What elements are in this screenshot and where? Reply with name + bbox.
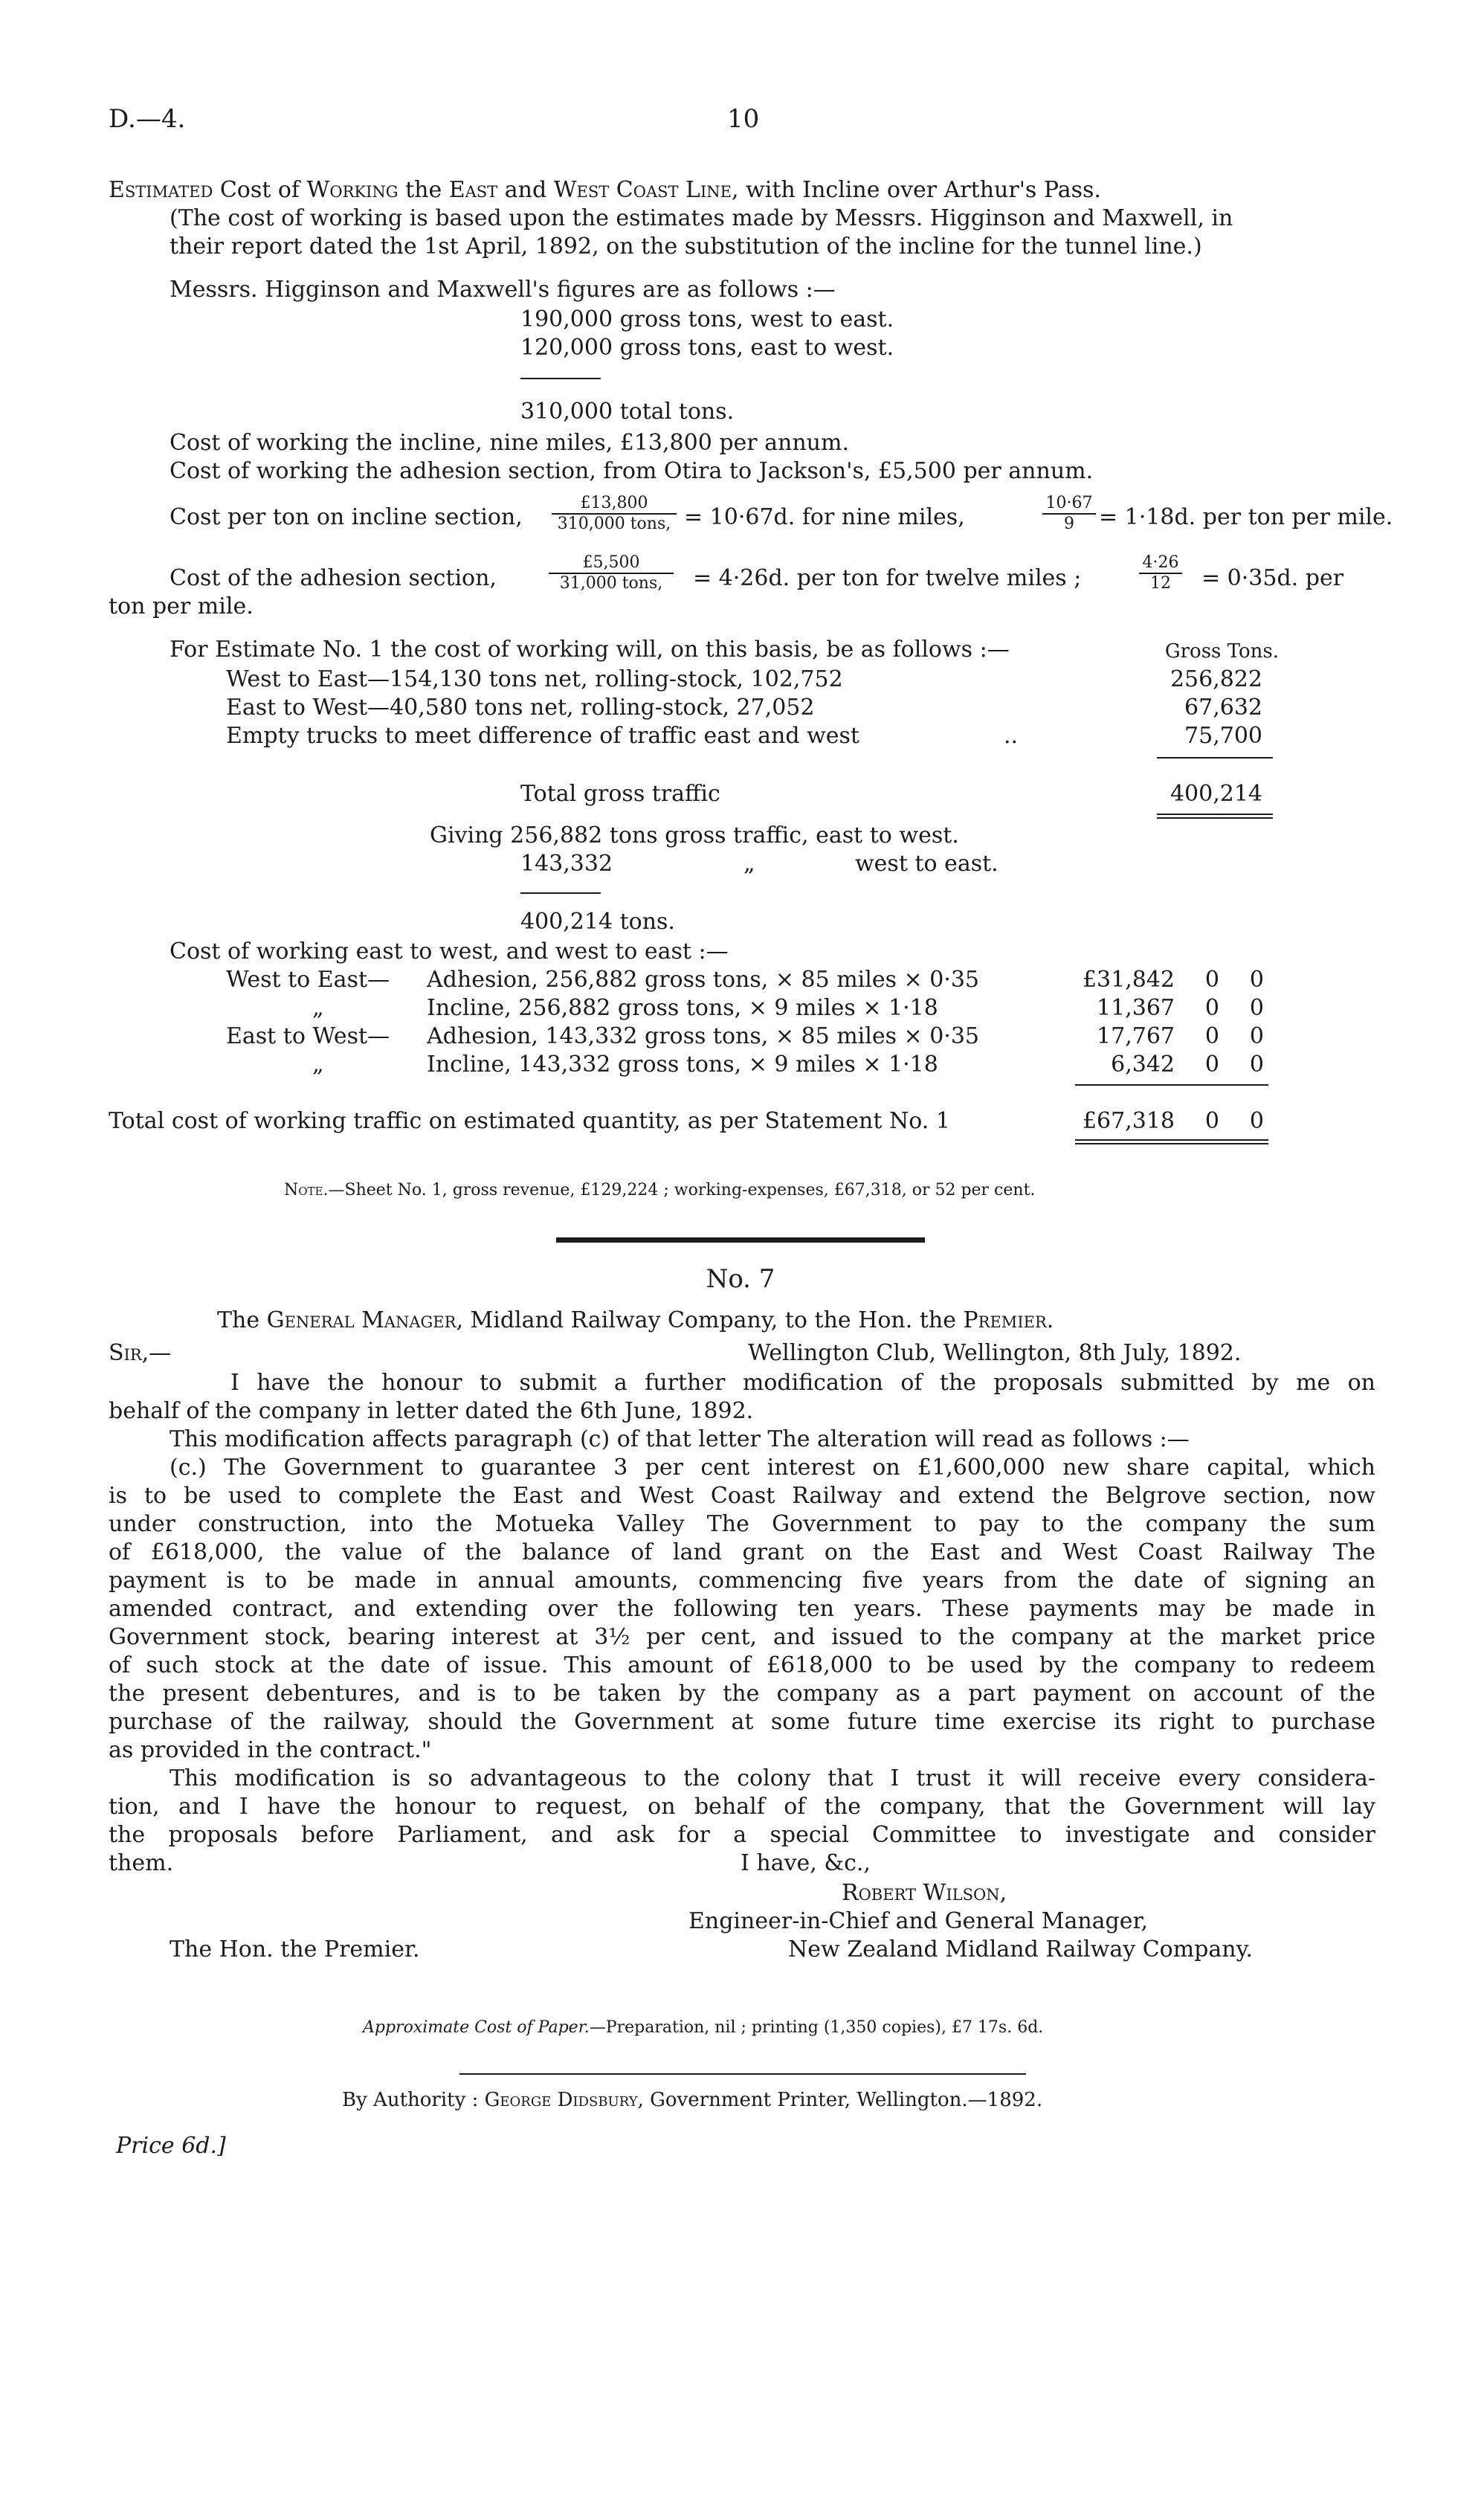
paragraph-line: as provided in the contract." bbox=[109, 1737, 432, 1763]
giving-line2-number: 143,332 bbox=[520, 851, 613, 877]
traffic-row-value: 67,632 bbox=[1184, 695, 1262, 721]
letter-number: No. 7 bbox=[706, 1264, 775, 1294]
cost-row-text: Incline, 143,332 gross tons, × 9 miles × 1·18 bbox=[427, 1052, 938, 1078]
cost-row-prefix: East to West— bbox=[226, 1023, 390, 1049]
sum-rule bbox=[520, 378, 601, 379]
tons-total: 310,000 total tons. bbox=[520, 399, 735, 425]
cost-row-shillings: 0 bbox=[1204, 995, 1219, 1021]
paragraph-line: purchase of the railway, should the Government at some future time exercise its right to purchase bbox=[109, 1709, 1375, 1735]
incline-cost: Cost of working the incline, nine miles, £13,800 per annum. bbox=[170, 430, 849, 456]
paragraph-line: Government stock, bearing interest at 3½ per cent, and issued to the company at the market price bbox=[109, 1624, 1375, 1650]
paragraph-line: (c.) The Government to guarantee 3 per cent interest on £1,600,000 new share capital, which bbox=[170, 1455, 1375, 1481]
traffic-row-value: 75,700 bbox=[1184, 723, 1262, 749]
price: Price 6d.] bbox=[116, 2133, 226, 2159]
page-number: 10 bbox=[727, 104, 760, 134]
adhesion-line-tail: = 0·35d. per bbox=[1201, 565, 1344, 591]
giving-total: 400,214 tons. bbox=[520, 909, 675, 935]
estimate-intro-line: (The cost of working is based upon the estimates made by Messrs. Higginson and Maxwell, in bbox=[170, 205, 1233, 231]
adhesion-line-wrap: ton per mile. bbox=[109, 593, 254, 619]
traffic-row-dots: .. bbox=[1004, 723, 1019, 749]
sum-rule bbox=[1075, 1084, 1268, 1086]
paragraph-line: behalf of the company in letter dated the 6th June, 1892. bbox=[109, 1398, 754, 1424]
adhesion-fraction-2: $\frac{4\cdot 26}{12}$ bbox=[1139, 553, 1182, 593]
incline-fraction-2: $\frac{10\cdot 67}{9}$ bbox=[1042, 494, 1096, 534]
traffic-row-label: East to West—40,580 tons net, rolling-stock, 27,052 bbox=[226, 695, 815, 721]
total-cost-label: Total cost of working traffic on estimated quantity, as per Statement No. 1 bbox=[109, 1108, 950, 1134]
cost-row-prefix: West to East— bbox=[226, 967, 390, 993]
cost-row-shillings: 0 bbox=[1204, 1023, 1219, 1049]
incline-line-lead: Cost per ton on incline section, bbox=[170, 504, 523, 530]
cost-row-text: Adhesion, 143,332 gross tons, × 85 miles × 0·35 bbox=[427, 1023, 979, 1049]
authority-line: By Authority : George Didsbury, Government Printer, Wellington.—1892. bbox=[342, 2089, 1043, 2111]
cost-row-pounds: 6,342 bbox=[1111, 1052, 1175, 1078]
adhesion-fraction-1: £5,500 31,000 tons, bbox=[549, 553, 674, 593]
total-gross-value: 400,214 bbox=[1170, 781, 1262, 807]
traffic-row-label: West to East—154,130 tons net, rolling-stock, 102,752 bbox=[226, 666, 843, 692]
cost-row-shillings: 0 bbox=[1204, 967, 1219, 993]
cost-row-pence: 0 bbox=[1249, 967, 1264, 993]
cost-row-pence: 0 bbox=[1249, 1052, 1264, 1078]
paragraph-line: is to be used to complete the East and West Coast Railway and extend the Belgrove section, now bbox=[109, 1483, 1375, 1509]
estimate1-intro: For Estimate No. 1 the cost of working will, on this basis, be as follows :— bbox=[170, 637, 1010, 663]
traffic-row-value: 256,822 bbox=[1170, 666, 1262, 692]
ditto-mark: „ bbox=[743, 851, 755, 877]
estimate-title: Estimated Cost of Working the East and West Coast Line, with Incline over Arthur's Pass. bbox=[109, 177, 1101, 203]
cost-row-pence: 0 bbox=[1249, 995, 1264, 1021]
paragraph-line: them. bbox=[109, 1850, 174, 1876]
giving-line2-direction: west to east. bbox=[855, 851, 999, 877]
total-gross-label: Total gross traffic bbox=[520, 781, 720, 807]
tons-east-west: 120,000 gross tons, east to west. bbox=[520, 335, 894, 361]
paragraph-line: This modification affects paragraph (c) of that letter The alteration will read as follows :— bbox=[170, 1426, 1190, 1452]
traffic-row-label: Empty trucks to meet difference of traffic east and west bbox=[226, 723, 859, 749]
total-cost-pence: 0 bbox=[1249, 1108, 1264, 1134]
adhesion-line-lead: Cost of the adhesion section, bbox=[170, 565, 497, 591]
incline-fraction-1: £13,800 310,000 tons, bbox=[552, 494, 677, 534]
paper-cost: Approximate Cost of Paper.—Preparation, nil ; printing (1,350 copies), £7 17s. 6d. bbox=[363, 2018, 1044, 2037]
paragraph-line: tion, and I have the honour to request, on behalf of the company, that the Government will lay bbox=[109, 1794, 1375, 1820]
double-rule bbox=[1157, 817, 1273, 819]
incline-line-mid: = 10·67d. for nine miles, bbox=[684, 504, 965, 530]
cost-row-text: Adhesion, 256,882 gross tons, × 85 miles × 0·35 bbox=[427, 967, 979, 993]
adhesion-line-mid: = 4·26d. per ton for twelve miles ; bbox=[693, 565, 1082, 591]
section-separator bbox=[556, 1237, 925, 1243]
paragraph-line: the proposals before Parliament, and ask for a special Committee to investigate and consider bbox=[109, 1822, 1375, 1848]
paragraph-line: of £618,000, the value of the balance of land grant on the East and West Coast Railway The bbox=[109, 1539, 1375, 1565]
paragraph-line: under construction, into the Motueka Valley The Government to pay to the company the sum bbox=[109, 1511, 1375, 1537]
paragraph-line: amended contract, and extending over the following ten years. These payments may be made in bbox=[109, 1596, 1375, 1622]
cost-row-text: Incline, 256,882 gross tons, × 9 miles × 1·18 bbox=[427, 995, 938, 1021]
ditto-mark: „ bbox=[312, 995, 324, 1021]
cost-row-pounds: £31,842 bbox=[1082, 967, 1175, 993]
paragraph-line: the present debentures, and is to be taken by the company as a part payment on account of the bbox=[109, 1681, 1375, 1707]
total-cost-pounds: £67,318 bbox=[1082, 1108, 1175, 1134]
double-rule bbox=[1075, 1143, 1268, 1144]
signer-title: Engineer-in-Chief and General Manager, bbox=[688, 1908, 1149, 1934]
paragraph-line: This modification is so advantageous to the colony that I trust it will receive every considera- bbox=[170, 1765, 1375, 1791]
note: Note.—Sheet No. 1, gross revenue, £129,224 ; working-expenses, £67,318, or 52 per cent. bbox=[284, 1181, 1036, 1199]
figures-intro: Messrs. Higginson and Maxwell's figures are as follows :— bbox=[170, 277, 836, 303]
letter-heading: The General Manager, Midland Railway Company, to the Hon. the Premier. bbox=[217, 1307, 1054, 1333]
company-name: New Zealand Midland Railway Company. bbox=[788, 1936, 1254, 1962]
estimate-intro-line: their report dated the 1st April, 1892, on the substitution of the incline for the tunnel line.) bbox=[170, 234, 1202, 260]
gross-tons-header: Gross Tons. bbox=[1164, 640, 1279, 663]
sum-rule bbox=[520, 892, 601, 894]
cost-row-pounds: 17,767 bbox=[1097, 1023, 1175, 1049]
cost-row-shillings: 0 bbox=[1204, 1052, 1219, 1078]
cost-row-pence: 0 bbox=[1249, 1023, 1264, 1049]
footer-rule bbox=[459, 2073, 1026, 2075]
tons-west-east: 190,000 gross tons, west to east. bbox=[520, 306, 894, 332]
paragraph-line: payment is to be made in annual amounts, commencing five years from the date of signing an bbox=[109, 1568, 1375, 1594]
ditto-mark: „ bbox=[312, 1052, 324, 1078]
salutation: Sir,— bbox=[109, 1340, 172, 1366]
addressee: The Hon. the Premier. bbox=[170, 1936, 420, 1962]
signer-name: Robert Wilson, bbox=[842, 1880, 1007, 1906]
address-date: Wellington Club, Wellington, 8th July, 1892. bbox=[748, 1340, 1242, 1366]
adhesion-cost: Cost of working the adhesion section, from Otira to Jackson's, £5,500 per annum. bbox=[170, 458, 1094, 484]
total-cost-shillings: 0 bbox=[1204, 1108, 1219, 1134]
giving-line: Giving 256,882 tons gross traffic, east to west. bbox=[430, 822, 959, 848]
cost-intro: Cost of working east to west, and west to east :— bbox=[170, 938, 729, 964]
paragraph-line: I have the honour to submit a further modification of the proposals submitted by me on bbox=[230, 1370, 1375, 1396]
sum-rule bbox=[1157, 757, 1273, 759]
double-rule bbox=[1075, 1139, 1268, 1141]
closing: I have, &c., bbox=[741, 1850, 871, 1876]
double-rule bbox=[1157, 814, 1273, 815]
cost-row-pounds: 11,367 bbox=[1097, 995, 1175, 1021]
paragraph-line: of such stock at the date of issue. This amount of £618,000 to be used by the company to redeem bbox=[109, 1652, 1375, 1678]
incline-line-tail: = 1·18d. per ton per mile. bbox=[1099, 504, 1393, 530]
document-reference: D.—4. bbox=[109, 104, 186, 134]
